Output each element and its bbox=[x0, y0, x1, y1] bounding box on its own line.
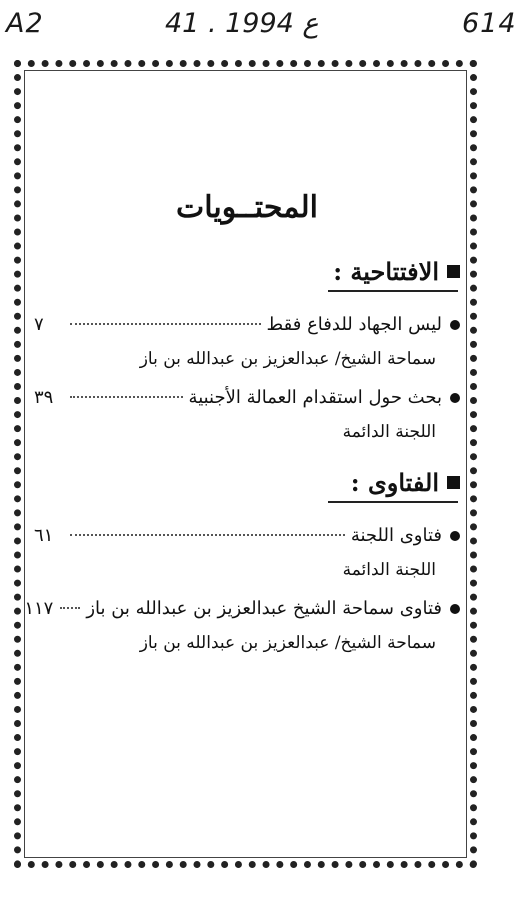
toc-entry bbox=[24, 598, 460, 619]
section-heading-label: الافتتاحية : bbox=[333, 257, 439, 286]
leader-dots bbox=[70, 396, 183, 398]
entry-title: فتاوى سماحة الشيخ عبدالعزيز بن عبدالله بن باز bbox=[86, 598, 442, 619]
section-heading bbox=[34, 257, 460, 286]
handwritten-issue-date: 41 . ع 1994 bbox=[165, 8, 319, 39]
section-heading bbox=[34, 468, 460, 497]
toc-entry bbox=[34, 387, 460, 408]
bullet-icon bbox=[450, 393, 460, 403]
page-title: المحتــويات bbox=[175, 190, 319, 225]
section-underline bbox=[328, 290, 458, 292]
bullet-icon bbox=[450, 531, 460, 541]
entry-title: فتاوى اللجنة bbox=[350, 525, 442, 546]
entry-title: بحث حول استقدام العمالة الأجنبية bbox=[188, 387, 442, 408]
entry-author: سماحة الشيخ/ عبدالعزيز بن عبدالله بن باز bbox=[139, 633, 436, 653]
toc-entry bbox=[34, 525, 460, 546]
square-bullet-icon bbox=[447, 476, 460, 489]
handwritten-code-left: A2 bbox=[6, 8, 44, 39]
bullet-icon bbox=[450, 320, 460, 330]
section bbox=[34, 257, 460, 442]
section-underline bbox=[328, 501, 458, 503]
page-number: ٧ bbox=[34, 314, 44, 335]
entry-author: اللجنة الدائمة bbox=[342, 560, 436, 580]
page-number: ٣٩ bbox=[34, 387, 54, 408]
page-number: ٦١ bbox=[34, 525, 54, 546]
entry-title: ليس الجهاد للدفاع فقط bbox=[266, 314, 442, 335]
leader-dots bbox=[70, 323, 261, 325]
section-heading-label: الفتاوى : bbox=[350, 468, 439, 497]
bullet-icon bbox=[450, 604, 460, 614]
toc-entry bbox=[34, 314, 460, 335]
section bbox=[24, 468, 460, 653]
square-bullet-icon bbox=[447, 265, 460, 278]
leader-dots bbox=[60, 607, 80, 609]
entry-author: اللجنة الدائمة bbox=[342, 422, 436, 442]
table-of-contents bbox=[24, 190, 460, 653]
leader-dots bbox=[70, 534, 345, 536]
handwritten-code-right: 614 bbox=[462, 8, 517, 39]
entry-author: سماحة الشيخ/ عبدالعزيز بن عبدالله بن باز bbox=[139, 349, 436, 369]
page-number: ١١٧ bbox=[24, 598, 54, 619]
